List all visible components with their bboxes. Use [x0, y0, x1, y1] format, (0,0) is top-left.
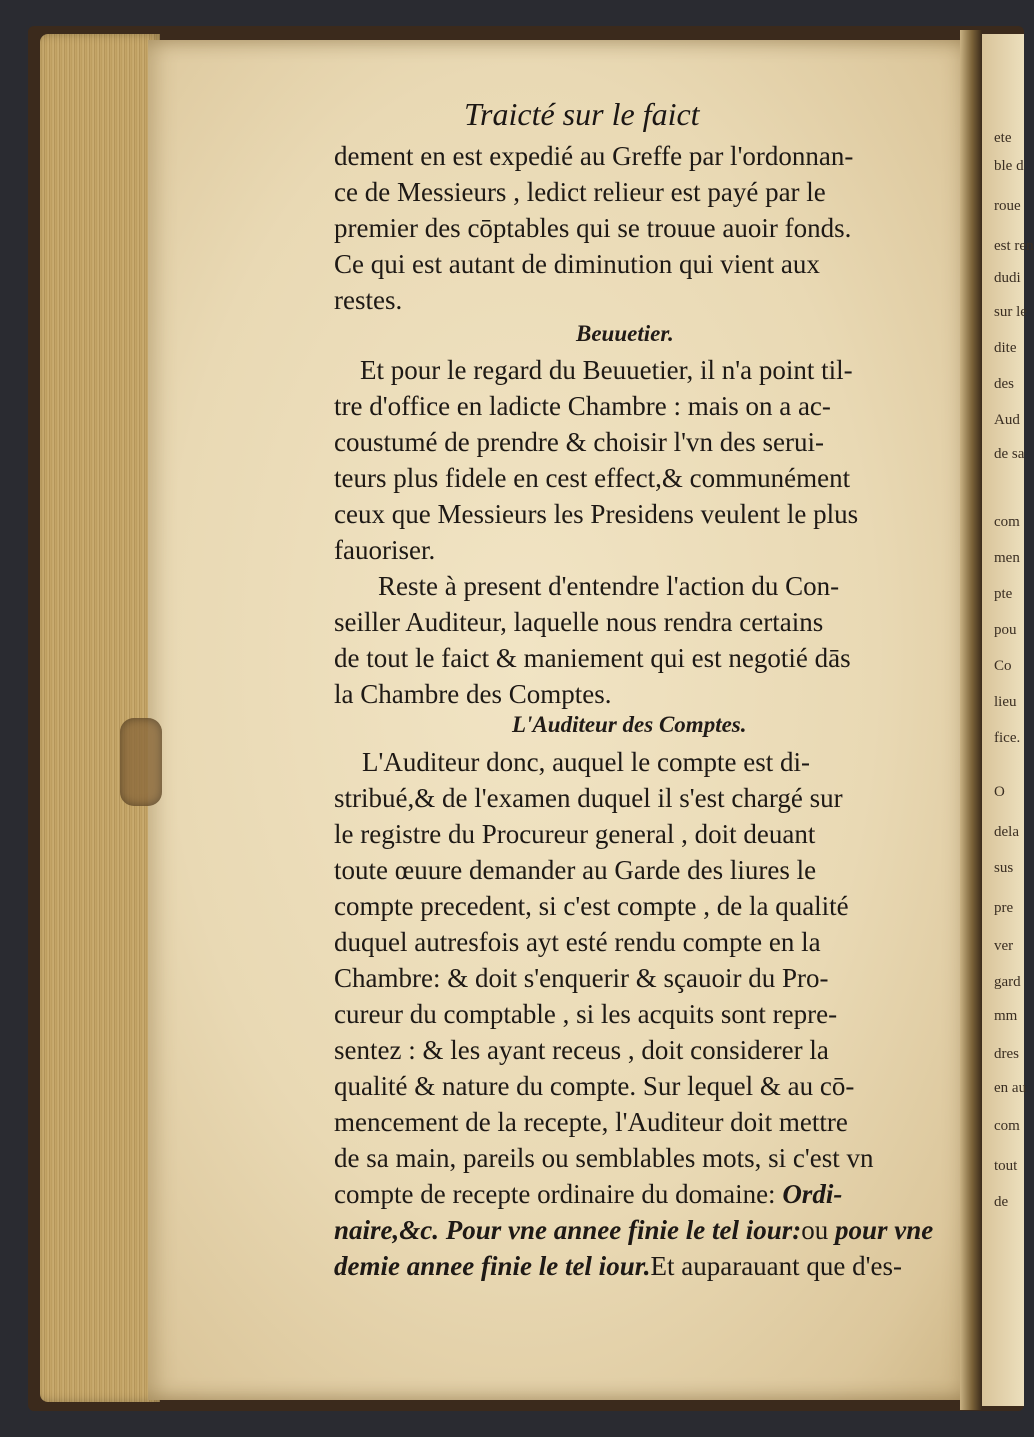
text-italic: Ordi- — [782, 1179, 843, 1209]
facing-fragment: O — [994, 784, 1005, 800]
facing-fragment: de sa — [994, 446, 1025, 462]
text-line: Reste à present d'entendre l'action du Con- — [378, 571, 840, 601]
text-line: L'Auditeur donc, auquel le compte est di- — [362, 747, 810, 777]
text-line: fauoriser. — [334, 535, 436, 565]
text-line: teurs plus fidele en cest effect,& communément — [334, 463, 851, 493]
text-line — [334, 1214, 933, 1247]
text-line: duquel autresfois ayt esté rendu compte en la — [334, 927, 821, 957]
facing-fragment: dite — [994, 340, 1017, 356]
text-italic: pour vne — [834, 1215, 934, 1245]
text-line: premier des cōptables qui se trouue auoir fonds. — [334, 213, 852, 243]
text-roman: compte de recepte ordinaire du domaine: — [334, 1179, 783, 1209]
text-line: cureur du comptable , si les acquits sont repre- — [334, 999, 838, 1029]
facing-fragment: pre — [994, 900, 1014, 916]
facing-fragment: de — [994, 1194, 1009, 1210]
text-roman: Et auparauant que d'es- — [650, 1251, 902, 1281]
facing-fragment: com — [994, 514, 1020, 530]
text-line: sentez : & les ayant receus , doit considerer la — [334, 1035, 829, 1065]
facing-fragment: lieu — [994, 694, 1017, 710]
text-line — [334, 1178, 842, 1211]
text-line: toute œuure demander au Garde des liures le — [334, 855, 817, 885]
text-line: coustumé de prendre & choisir l'vn des serui- — [334, 427, 824, 457]
facing-fragment: en au — [994, 1080, 1027, 1096]
text-line: mencement de la recepte, l'Auditeur doit mettre — [334, 1107, 848, 1137]
section-heading: L'Auditeur des Comptes. — [512, 712, 747, 737]
facing-fragment: dres — [994, 1046, 1019, 1062]
facing-fragment: ble d — [994, 158, 1024, 174]
text-italic: naire,&c. Pour vne annee finie le tel iour: — [334, 1215, 802, 1245]
text-line: Ce qui est autant de diminution qui vient aux — [334, 249, 820, 279]
facing-fragment: Co — [994, 658, 1012, 674]
text-line: la Chambre des Comptes. — [334, 679, 612, 709]
facing-fragment: sus — [994, 860, 1014, 876]
text-italic: demie annee finie le tel iour. — [334, 1251, 651, 1281]
text-line: Chambre: & doit s'enquerir & sçauoir du Pro- — [334, 963, 829, 993]
facing-fragment: pte — [994, 586, 1013, 602]
text-line: le registre du Procureur general , doit deuant — [334, 819, 816, 849]
text-line — [334, 1250, 902, 1283]
facing-fragment: Aud — [994, 412, 1020, 428]
facing-fragment: gard — [994, 974, 1021, 990]
text-line: restes. — [334, 285, 403, 315]
facing-fragment: ete — [994, 130, 1012, 146]
facing-fragment: ver — [994, 938, 1014, 954]
text-line: compte precedent, si c'est compte , de la qualité — [334, 891, 849, 921]
text-line: qualité & nature du compte. Sur lequel & au cō- — [334, 1071, 855, 1101]
text-line: de sa main, pareils ou semblables mots, si c'est vn — [334, 1143, 874, 1173]
facing-fragment: men — [994, 550, 1020, 566]
facing-fragment: com — [994, 1118, 1020, 1134]
text-line: tre d'office en ladicte Chambre : mais on a ac- — [334, 391, 831, 421]
text-roman: ou — [801, 1215, 835, 1245]
facing-fragment: des — [994, 376, 1014, 392]
facing-fragment: sur le — [994, 304, 1027, 320]
text-line: ce de Messieurs , ledict relieur est payé par le — [334, 177, 826, 207]
facing-fragment: pou — [994, 622, 1017, 638]
facing-fragment: dela — [994, 824, 1019, 840]
text-line: stribué,& de l'examen duquel il s'est chargé sur — [334, 783, 843, 813]
text-line: de tout le faict & maniement qui est negotié dās — [334, 643, 851, 673]
facing-fragment: tout — [994, 1158, 1018, 1174]
text-line: dement en est expedié au Greffe par l'ordonnan- — [334, 141, 854, 171]
text-line: ceux que Messieurs les Presidens veulent le plus — [334, 499, 859, 529]
running-head: Traicté sur le faict — [464, 96, 700, 132]
text-line: seiller Auditeur, laquelle nous rendra certains — [334, 607, 824, 637]
facing-fragment: dudi — [994, 270, 1021, 286]
facing-fragment: est ren — [994, 238, 1034, 254]
facing-fragment: roue — [994, 198, 1021, 214]
section-heading: Beuuetier. — [576, 321, 674, 346]
facing-fragment: mm — [994, 1008, 1018, 1024]
text-line: Et pour le regard du Beuuetier, il n'a point til- — [360, 355, 853, 385]
facing-fragment: fice. — [994, 730, 1021, 746]
